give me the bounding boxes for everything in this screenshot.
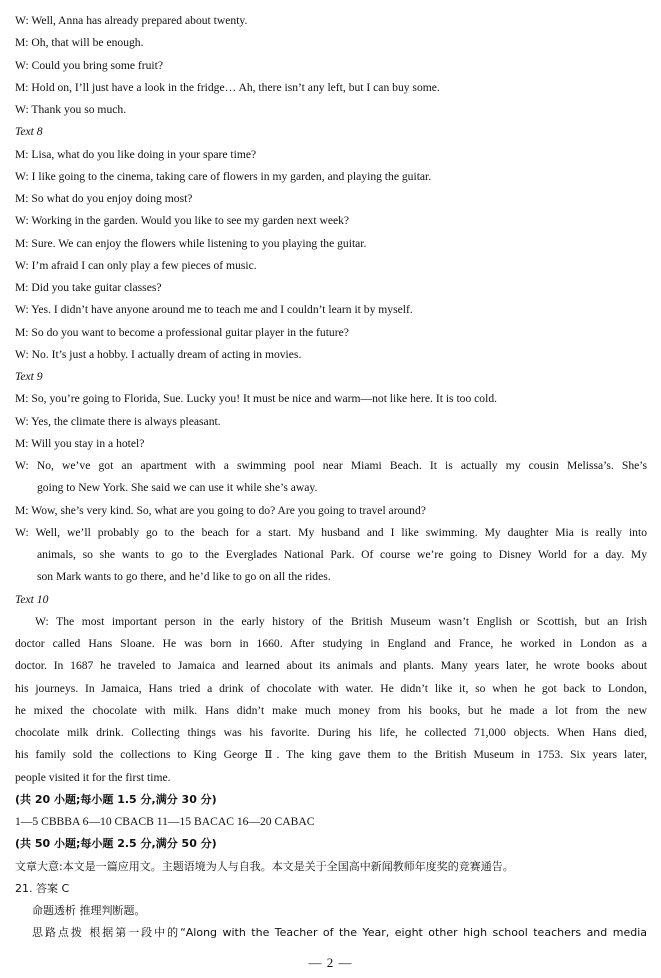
paragraph-line: W: The most important person in the early history of the British Museum wasn’t English or Scottish, but an Irish [35, 615, 647, 628]
page-number: — 2 — [308, 955, 353, 970]
dialogue-line: M: Oh, that will be enough. [15, 36, 144, 49]
dialogue-line: W: Could you bring some fruit? [15, 59, 164, 72]
section-heading: Text 9 [15, 370, 43, 383]
answer-key: 1—5 CBBBA 6—10 CBACB 11—15 BACAC 16—20 CABAC [15, 815, 315, 828]
dialogue-line: M: Lisa, what do you like doing in your spare time? [15, 148, 257, 161]
section-heading: Text 10 [15, 593, 49, 606]
dialogue-line: M: Did you take guitar classes? [15, 281, 162, 294]
section-heading: Text 8 [15, 125, 43, 138]
dialogue-line: M: Sure. We can enjoy the flowers while listening to you playing the guitar. [15, 237, 367, 250]
dialogue-line: M: Will you stay in a hotel? [15, 437, 145, 450]
paragraph-line: doctor called Hans Sloane. He was born in 1660. After studying in England and France, he worked in London as a [15, 637, 647, 650]
dialogue-line-continued: animals, so she wants to go to the Everglades National Park. Of course we’re going to Disney World for a day. My [37, 548, 647, 561]
paragraph-line: chocolate milk drink. Collecting things was his favorite. During his life, he collected 71,000 objects. When Hans died, [15, 726, 647, 739]
dialogue-line: M: Hold on, I’ll just have a look in the fridge… Ah, there isn’t any left, but I can buy some. [15, 81, 440, 94]
dialogue-line: W: Well, we’ll probably go to the beach for a start. My husband and I like swimming. My daughter Mia is really into [15, 526, 647, 539]
dialogue-line-continued: going to New York. She said we can use it while she’s away. [37, 481, 318, 494]
paragraph-line: his journeys. In Jamaica, Hans tried a drink of chocolate with water. He didn’t like it, so when he got back to London, [15, 682, 647, 695]
paragraph-line: people visited it for the first time. [15, 771, 171, 784]
article-summary: 文章大意:本文是一篇应用文。主题语境为人与自我。本文是关于全国高中新闻教师年度奖的竞赛通告。 [15, 860, 514, 873]
section-score-note: (共 20 小题;每小题 1.5 分,满分 30 分) [15, 793, 217, 806]
dialogue-line-continued: son Mark wants to go there, and he’d like to go on all the rides. [37, 570, 331, 583]
dialogue-line: W: Thank you so much. [15, 103, 127, 116]
paragraph-line: doctor. In 1687 he traveled to Jamaica and learned about its animals and plants. Many years later, he wrote books about [15, 659, 647, 672]
question-analysis: 命题透析 推理判断题。 [32, 904, 146, 917]
dialogue-line: M: So do you want to become a professional guitar player in the future? [15, 326, 349, 339]
dialogue-line: W: No, we’ve got an apartment with a swimming pool near Miami Beach. It is actually my cousin Melissa’s. She’s [15, 459, 647, 472]
dialogue-line: W: Yes. I didn’t have anyone around me to teach me and I couldn’t learn it by myself. [15, 303, 413, 316]
dialogue-line: W: Working in the garden. Would you like to see my garden next week? [15, 214, 350, 227]
paragraph-line: his family sold the collections to King George Ⅱ. The king gave them to the British Museum in 1753. Six years later, [15, 748, 647, 761]
dialogue-line: M: So what do you enjoy doing most? [15, 192, 193, 205]
section-score-note: (共 50 小题;每小题 2.5 分,满分 50 分) [15, 837, 217, 850]
dialogue-line: M: So, you’re going to Florida, Sue. Lucky you! It must be nice and warm—not like here. It is too cold. [15, 392, 498, 405]
question-answer: 21. 答案 C [15, 882, 70, 895]
paragraph-line: he mixed the chocolate with milk. Hans didn’t make much money from his books, but he made a lot from the new [15, 704, 647, 717]
dialogue-line: W: I’m afraid I can only play a few pieces of music. [15, 259, 257, 272]
question-hint: 思路点拨 根据第一段中的“Along with the Teacher of the Year, eight other high school teachers and media [32, 926, 647, 939]
dialogue-line: W: Well, Anna has already prepared about twenty. [15, 14, 248, 27]
dialogue-line: W: Yes, the climate there is always pleasant. [15, 415, 221, 428]
dialogue-line: W: No. It’s just a hobby. I actually dream of acting in movies. [15, 348, 302, 361]
dialogue-line: W: I like going to the cinema, taking care of flowers in my garden, and playing the guitar. [15, 170, 432, 183]
dialogue-line: M: Wow, she’s very kind. So, what are you going to do? Are you going to travel around? [15, 504, 426, 517]
